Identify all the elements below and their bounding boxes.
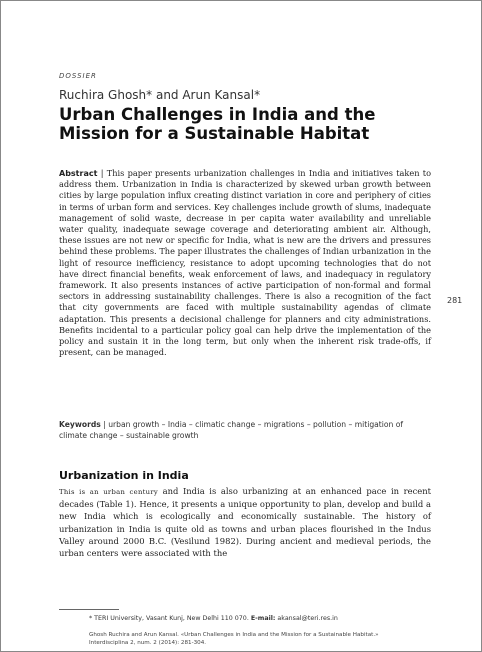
citation: Ghosh Ruchira and Arun Kansal. «Urban Challenges in India and the Mission for a Sustainable Habitat.» Interdisciplina 2, num. 2 (2014): 281-304. <box>89 632 379 646</box>
article-title: Urban Challenges in India and the Mission for a Sustainable Habitat <box>59 105 376 143</box>
footnote-email-label: E-mail: <box>250 615 276 622</box>
footnote-affiliation: TERI University, Vasant Kunj, New Delhi 110 070. <box>94 615 249 622</box>
section-heading: Urbanization in India <box>59 469 189 482</box>
authors-line: Ruchira Ghosh* and Arun Kansal* <box>59 88 261 102</box>
section-text: and India is also urbanizing at an enhanced pace in recent decades (Table 1). Hence, it presents a unique opportunity to plan, develop and build a new India which is ecologically and economically sustainable. The history of urbanization in India is quite old as towns and urban places flourished in the Indus Valley around 2000 B.C. (Vesilund 1982). During ancient and medieval periods, the urban centers were associated with the <box>59 486 431 559</box>
footnote <box>89 615 338 622</box>
section-label: DOSSIER <box>59 72 97 80</box>
abstract-text: This paper presents urbanization challenges in India and initiatives taken to address them. Urbanization in India is characterized by skewed urban growth between cities by large population influx creating distinct variation in core and periphery of cities in terms of urban form and services. Key challenges include growth of slums, inadequate management of solid waste, decrease in per capita water availability and unreliable water quality, inadequate sewage coverage and deteriorating ambient air. Although, these issues are not new or specific for India, what is new are the drivers and pressures behind these problems. The paper illustrates the challenges of Indian urbanization in the light of resource inefficiency, resistance to adopt upcoming technologies that do not have direct financial benefits, weak enforcement of laws, and inadequacy in regulatory framework. It also presents instances of active participation of non-formal and formal sectors in addressing sustainability challenges. There is also a recognition of the fact that city governments are faced with multiple sustainability agendas of climate adaptation. This presents a decisional challenge for planners and city administrations. Benefits incidental to a particular policy goal can help drive the implementation of the policy and sustain it in the long term, but only when the inherent risk trade-offs, if present, can be managed. <box>59 168 432 358</box>
footnote-marker: * <box>89 615 93 622</box>
section-paragraph <box>59 485 431 559</box>
footnote-email: akansal@teri.res.in <box>277 615 338 622</box>
page-number: 281 <box>447 296 463 305</box>
keywords-text: urban growth – India – climatic change – migrations – pollution – mitigation of climate change – sustainable growth <box>59 420 404 440</box>
abstract-label: Abstract <box>59 169 98 178</box>
abstract-block: Abstract | This paper presents urbanization challenges in India and initiatives taken to address them. Urbanization in India is characterized by skewed urban growth between cities by large population influx creating distinct variation in core and periphery of cities in terms of urban form and services. Key challenges include growth of slums, inadequate management of solid waste, decrease in per capita water availability and unreliable water quality, inadequate sewage coverage and deteriorating ambient air. Although, these issues are not new or specific for India, what is new are the drivers and pressures behind these problems. The paper illustrates the challenges of Indian urbanization in the light of resource inefficiency, resistance to adopt upcoming technologies that do not have direct financial benefits, weak enforcement of laws, and inadequacy in regulatory framework. It also presents instances of active participation of non-formal and formal sectors in addressing sustainability challenges. There is also a recognition of the fact that city governments are faced with multiple sustainability agendas of climate adaptation. This presents a decisional challenge for planners and city administrations. Benefits incidental to a particular policy goal can help drive the implementation of the policy and sustain it in the long term, but only when the inherent risk trade-offs, if present, can be managed. <box>59 168 432 358</box>
keywords-block: Keywords | urban growth – India – climatic change – migrations – pollution – mitigation of climate change – sustainable growth <box>59 420 404 440</box>
footnote-divider <box>59 609 119 610</box>
keywords-label: Keywords <box>59 420 101 429</box>
section-lead-in: This is an urban century <box>59 488 159 496</box>
